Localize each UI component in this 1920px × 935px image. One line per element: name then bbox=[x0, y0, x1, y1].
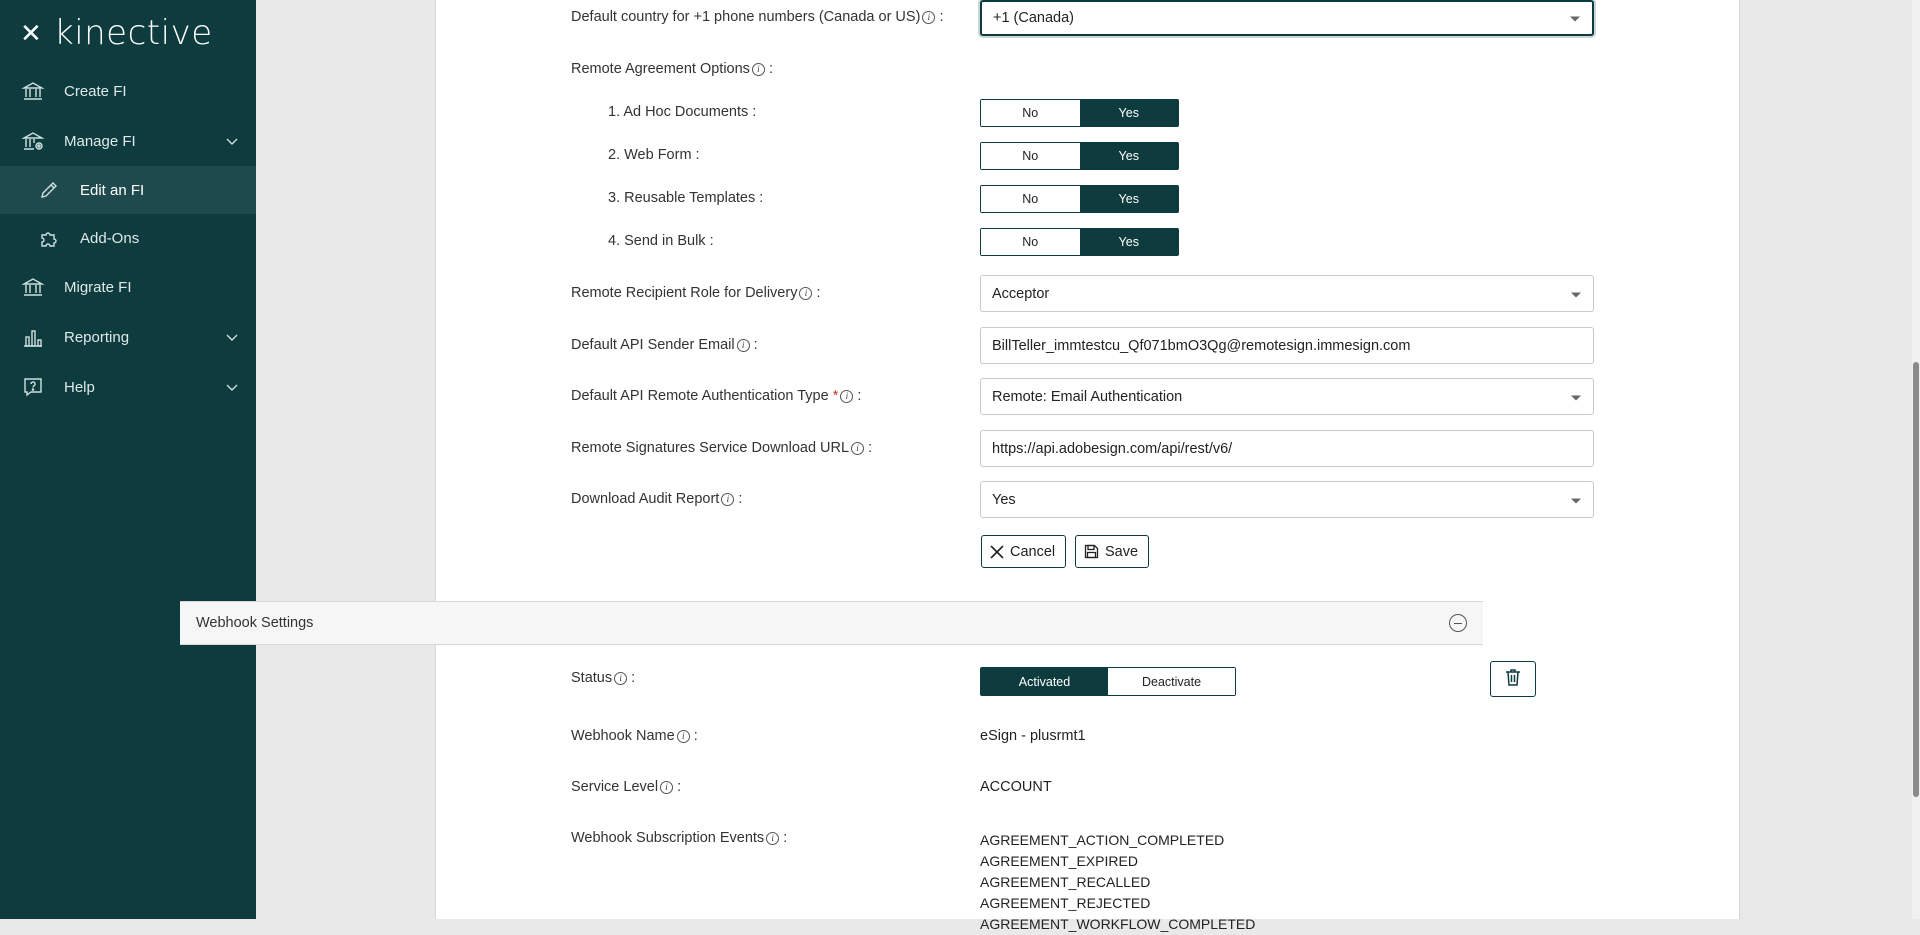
webhook-name-label: Webhook Name i : bbox=[571, 728, 698, 744]
webhook-name-value: eSign - plusrmt1 bbox=[980, 728, 1086, 744]
pencil-icon bbox=[38, 179, 60, 201]
close-icon bbox=[990, 545, 1004, 559]
list-item: AGREEMENT_EXPIRED bbox=[980, 853, 1138, 869]
info-icon[interactable]: i bbox=[922, 11, 935, 24]
web-form-label: 2. Web Form : bbox=[608, 147, 700, 163]
yes-option[interactable]: Yes bbox=[1080, 100, 1179, 126]
info-icon[interactable]: i bbox=[752, 63, 765, 76]
bank-icon bbox=[22, 276, 44, 298]
info-icon[interactable]: i bbox=[840, 390, 853, 403]
brand-header bbox=[0, 0, 256, 66]
list-item: AGREEMENT_RECALLED bbox=[980, 874, 1151, 890]
sidebar bbox=[0, 0, 256, 919]
sidebar-item-help[interactable] bbox=[0, 362, 256, 412]
list-item: AGREEMENT_ACTION_COMPLETED bbox=[980, 832, 1225, 848]
sidebar-item-label: Add-Ons bbox=[80, 229, 140, 247]
webhook-settings-header[interactable]: Webhook Settings bbox=[180, 601, 1483, 645]
default-country-label: Default country for +1 phone numbers (Canada or US) i : bbox=[571, 9, 944, 25]
auth-type-label: Default API Remote Authentication Type * i : bbox=[571, 388, 862, 404]
close-icon[interactable]: ✕ bbox=[20, 18, 42, 48]
sidebar-item-add-ons[interactable] bbox=[0, 214, 256, 262]
download-url-label: Remote Signatures Service Download URL i : bbox=[571, 440, 873, 456]
send-in-bulk-label: 4. Send in Bulk : bbox=[608, 233, 714, 249]
save-icon bbox=[1084, 544, 1099, 559]
audit-report-label: Download Audit Report i : bbox=[571, 491, 743, 507]
question-icon bbox=[22, 376, 44, 398]
sidebar-item-label: Reporting bbox=[64, 328, 130, 346]
subscription-events-list bbox=[980, 830, 1255, 935]
info-icon[interactable]: i bbox=[614, 672, 627, 685]
reusable-templates-label: 3. Reusable Templates : bbox=[608, 190, 764, 206]
list-item: AGREEMENT_WORKFLOW_COMPLETED bbox=[980, 916, 1256, 932]
info-icon[interactable]: i bbox=[677, 730, 690, 743]
sidebar-item-label: Help bbox=[64, 378, 95, 396]
yes-option[interactable]: Yes bbox=[1080, 143, 1179, 169]
scrollbar[interactable] bbox=[1912, 0, 1920, 919]
yes-option[interactable]: Yes bbox=[1080, 229, 1179, 255]
sender-email-label: Default API Sender Email i : bbox=[571, 337, 758, 353]
info-icon[interactable]: i bbox=[721, 493, 734, 506]
web-form-toggle[interactable] bbox=[980, 142, 1179, 170]
service-level-value: ACCOUNT bbox=[980, 779, 1052, 795]
no-option[interactable]: No bbox=[981, 229, 1080, 255]
recipient-role-select[interactable]: Acceptor bbox=[980, 275, 1594, 312]
activated-option[interactable]: Activated bbox=[981, 668, 1108, 695]
collapse-icon[interactable] bbox=[1449, 614, 1467, 632]
sidebar-item-reporting[interactable] bbox=[0, 312, 256, 362]
info-icon[interactable]: i bbox=[766, 832, 779, 845]
scrollbar-thumb[interactable] bbox=[1913, 362, 1919, 797]
ad-hoc-documents-toggle[interactable] bbox=[980, 99, 1179, 127]
ad-hoc-documents-label: 1. Ad Hoc Documents : bbox=[608, 104, 757, 120]
send-in-bulk-toggle[interactable] bbox=[980, 228, 1179, 256]
caret-down-icon bbox=[1571, 395, 1581, 400]
sidebar-item-manage-fi[interactable] bbox=[0, 116, 256, 166]
service-level-label: Service Level i : bbox=[571, 779, 682, 795]
default-country-select[interactable]: +1 (Canada) bbox=[980, 0, 1594, 36]
status-label: Status i : bbox=[571, 670, 636, 686]
sidebar-item-label: Manage FI bbox=[64, 132, 136, 150]
sender-email-input[interactable]: BillTeller_immtestcu_Qf071bmO3Qg@remotesign.immesign.com bbox=[980, 327, 1594, 364]
deactivate-option[interactable]: Deactivate bbox=[1108, 668, 1235, 695]
sidebar-item-label: Edit an FI bbox=[80, 181, 145, 199]
sidebar-item-edit-fi[interactable] bbox=[0, 166, 256, 214]
info-icon[interactable]: i bbox=[737, 339, 750, 352]
status-toggle[interactable] bbox=[980, 667, 1236, 696]
subscription-events-label: Webhook Subscription Events i : bbox=[571, 830, 788, 846]
chevron-down-icon bbox=[226, 133, 238, 150]
download-url-input[interactable]: https://api.adobesign.com/api/rest/v6/ bbox=[980, 430, 1594, 467]
sidebar-item-label: Create FI bbox=[64, 82, 127, 100]
info-icon[interactable]: i bbox=[799, 287, 812, 300]
sidebar-item-create-fi[interactable] bbox=[0, 66, 256, 116]
reusable-templates-toggle[interactable] bbox=[980, 185, 1179, 213]
caret-down-icon bbox=[1571, 292, 1581, 297]
sidebar-item-label: Migrate FI bbox=[64, 278, 132, 296]
info-icon[interactable]: i bbox=[660, 781, 673, 794]
audit-report-select[interactable]: Yes bbox=[980, 481, 1594, 518]
cancel-button[interactable]: Cancel bbox=[981, 535, 1066, 568]
info-icon[interactable]: i bbox=[851, 442, 864, 455]
no-option[interactable]: No bbox=[981, 186, 1080, 212]
no-option[interactable]: No bbox=[981, 100, 1080, 126]
yes-option[interactable]: Yes bbox=[1080, 186, 1179, 212]
no-option[interactable]: No bbox=[981, 143, 1080, 169]
list-item: AGREEMENT_REJECTED bbox=[980, 895, 1151, 911]
bank-gear-icon bbox=[22, 130, 44, 152]
caret-down-icon bbox=[1570, 17, 1580, 22]
bank-icon bbox=[22, 80, 44, 102]
puzzle-icon bbox=[38, 227, 60, 249]
bar-chart-icon bbox=[22, 326, 44, 348]
auth-type-select[interactable]: Remote: Email Authentication bbox=[980, 378, 1594, 415]
trash-icon bbox=[1505, 668, 1521, 690]
kinective-logo: kinective bbox=[54, 13, 213, 53]
recipient-role-label: Remote Recipient Role for Delivery i : bbox=[571, 285, 821, 301]
caret-down-icon bbox=[1571, 498, 1581, 503]
chevron-down-icon bbox=[226, 379, 238, 396]
delete-webhook-button[interactable] bbox=[1490, 661, 1536, 697]
save-button[interactable]: Save bbox=[1075, 535, 1149, 568]
chevron-down-icon bbox=[226, 329, 238, 346]
sidebar-item-migrate-fi[interactable] bbox=[0, 262, 256, 312]
remote-agreement-label: Remote Agreement Options i : bbox=[571, 61, 773, 77]
